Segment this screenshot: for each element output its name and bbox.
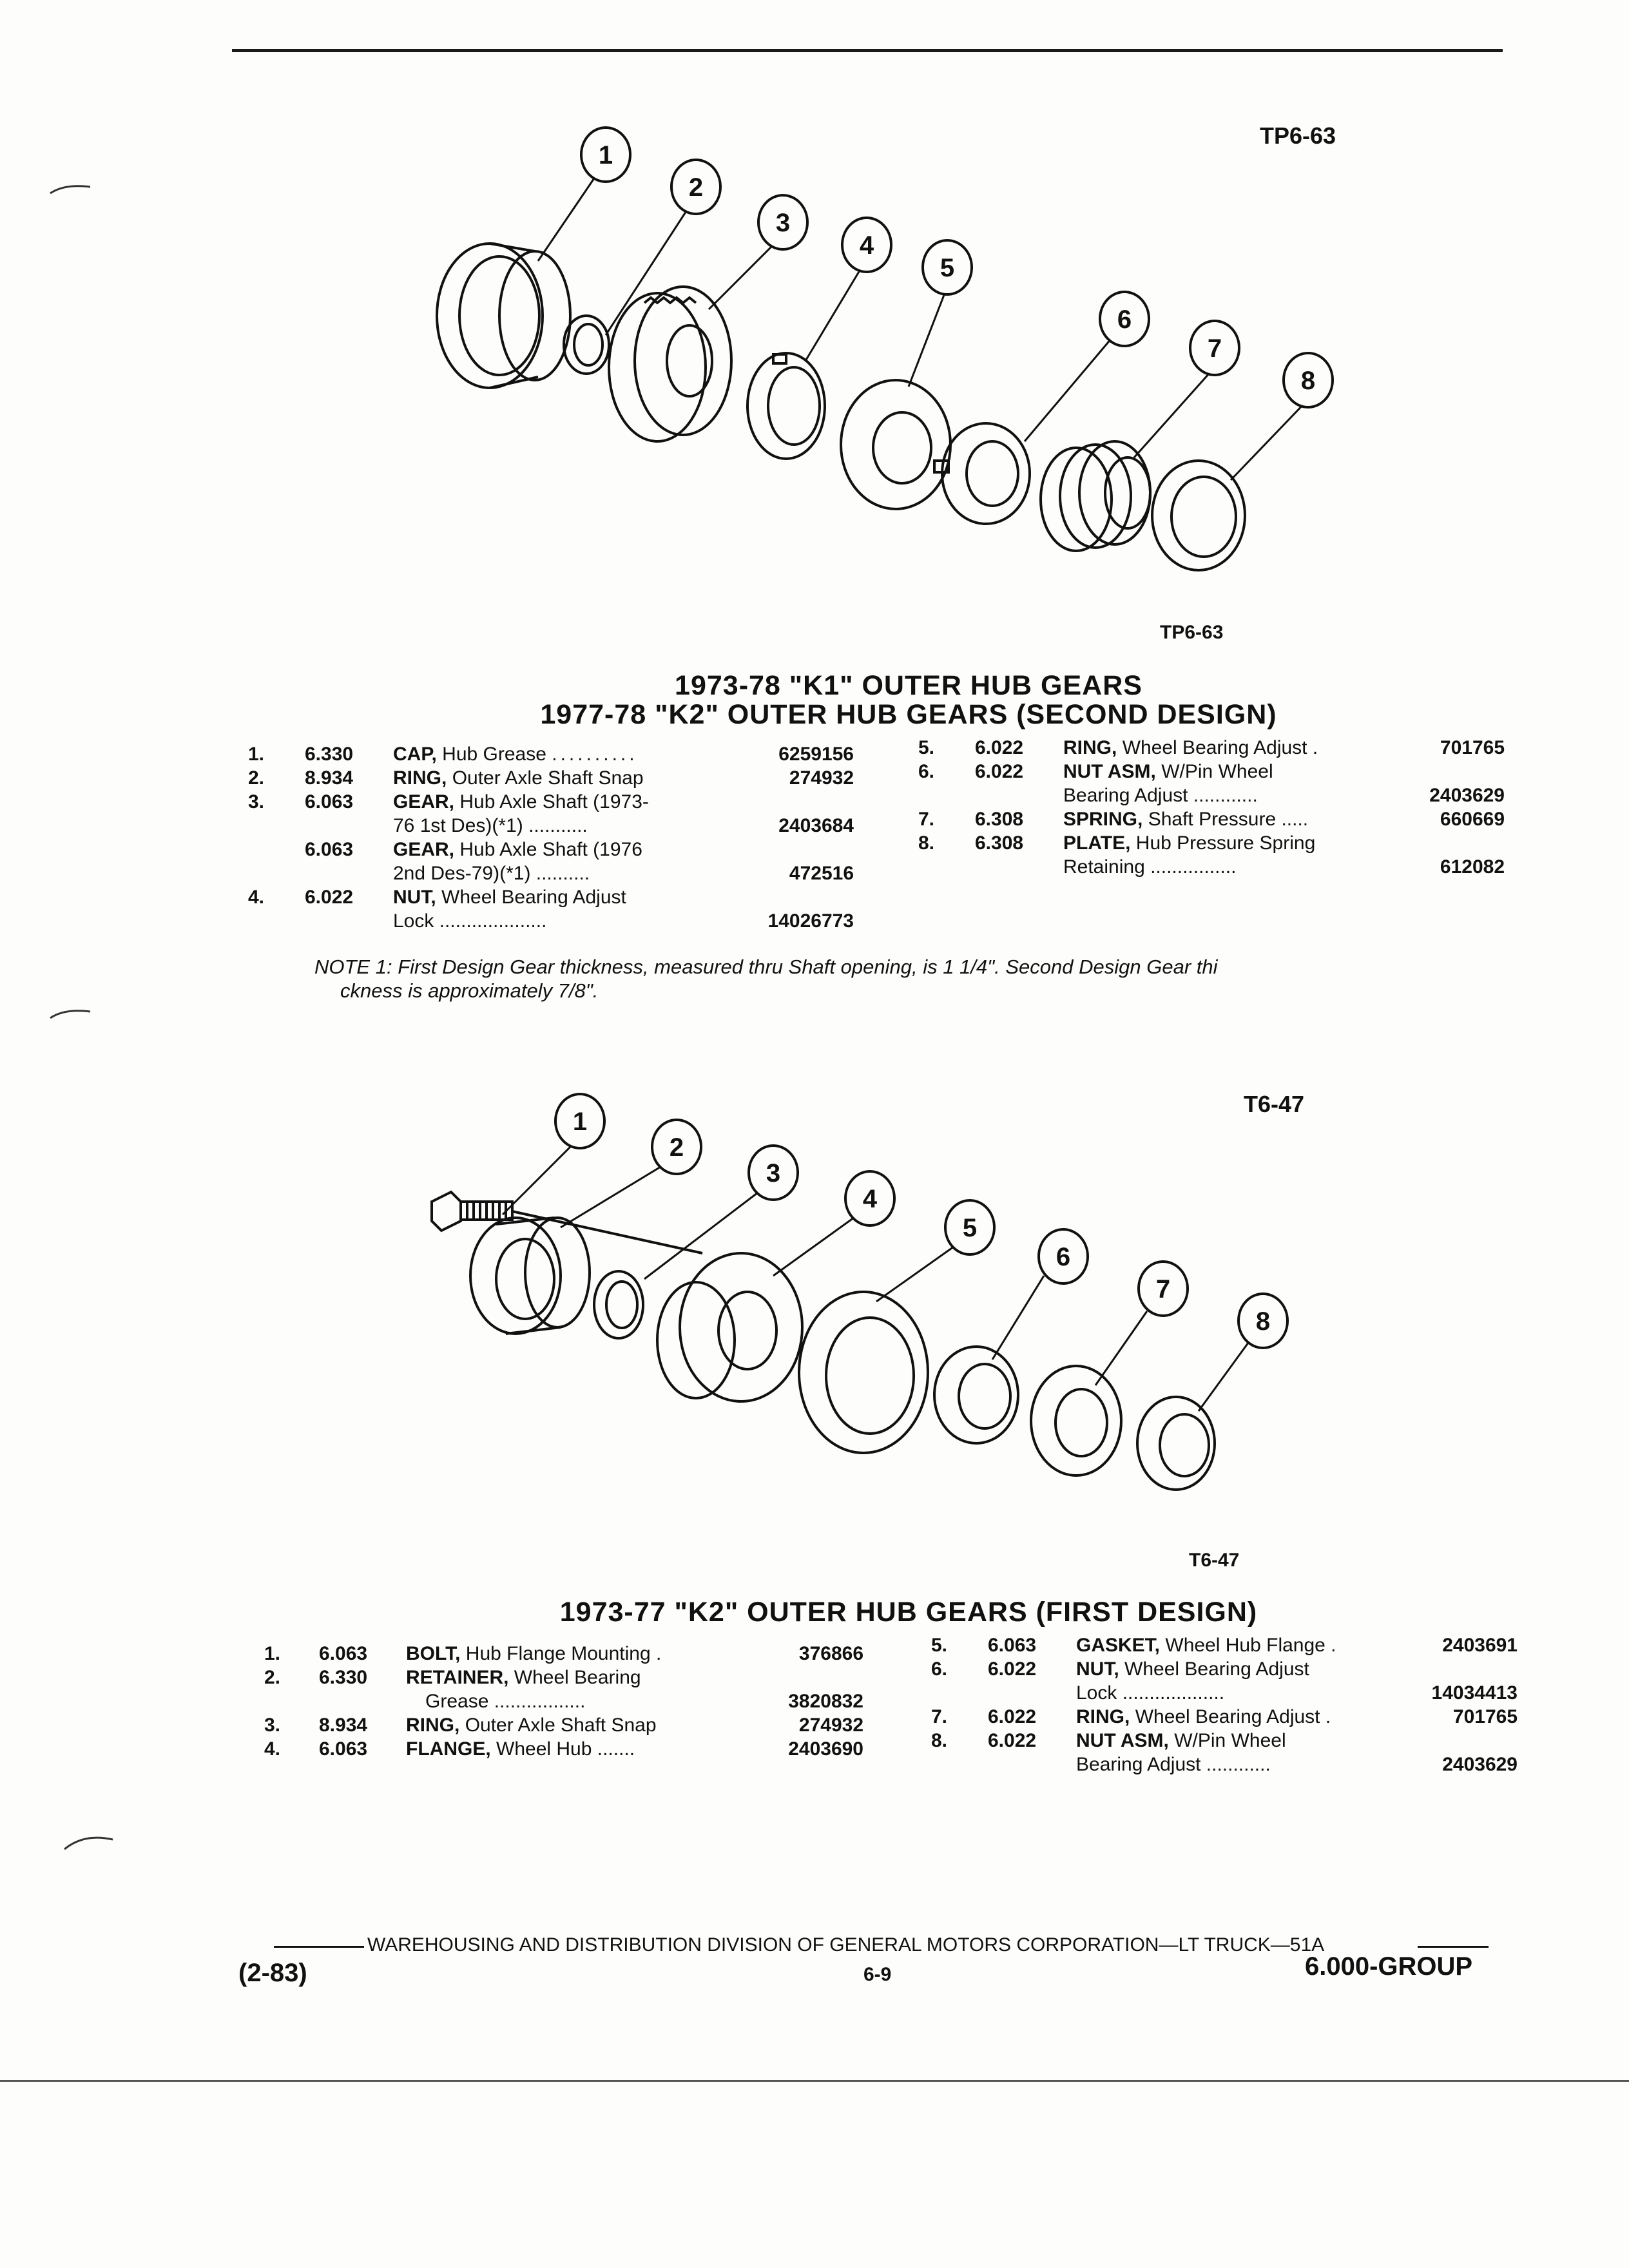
part-6-nut <box>934 1347 1018 1443</box>
callout-top-2: 2 <box>688 173 704 202</box>
footer-rule-right <box>1418 1946 1489 1948</box>
callout-top-5: 5 <box>940 254 955 282</box>
figure-caption-top: TP6-63 <box>1160 622 1224 643</box>
callout-bottom-8: 8 <box>1255 1307 1271 1336</box>
bottom-rule <box>0 2080 1629 2082</box>
figure-caption-bottom: T6-47 <box>1189 1550 1240 1571</box>
callout-bottom-2: 2 <box>669 1133 684 1162</box>
note-line-1: NOTE 1: First Design Gear thickness, measured thru Shaft opening, is 1 1/4". Second Design Gear thi <box>314 956 1218 978</box>
footer-line: WAREHOUSING AND DISTRIBUTION DIVISION OF GENERAL MOTORS CORPORATION—LT TRUCK—51A <box>367 1934 1325 1956</box>
heading-top-1: 1973-78 "K1" OUTER HUB GEARS <box>675 670 1142 701</box>
callout-top-1: 1 <box>598 141 613 169</box>
parts-list-bottom-right: 5. 6.063 GASKET, Wheel Hub Flange . 2403691 6. 6.022 NUT, Wheel Bearing Adjust Lock ................... 14034413 7. 6.022 RING, Wheel Bearing Adjust . 701765 8. 6.022 NUT ASM, W/Pin Wheel Bearing Adjust ............ 2403629 <box>931 1635 1518 1775</box>
callout-bottom-5: 5 <box>962 1214 978 1242</box>
parts-list-bottom-left: 1. 6.063 BOLT, Hub Flange Mounting . 376866 2. 6.330 RETAINER, Wheel Bearing Grease ................. 3820832 3. 8.934 RING, Outer Axle Shaft Snap 274932 4. 6.063 FLANGE, Wheel Hub ....... 2403690 <box>264 1643 863 1760</box>
exploded-diagram-bottom <box>425 1082 1366 1501</box>
callout-bottom-6: 6 <box>1055 1243 1071 1271</box>
part-1-cap <box>437 244 543 388</box>
footer-rule-left <box>274 1946 364 1948</box>
part-3-gear <box>609 293 706 441</box>
figure-id-bottom: T6-47 <box>1244 1091 1305 1117</box>
heading-top-2: 1977-78 "K2" OUTER HUB GEARS (SECOND DESIGN) <box>540 699 1277 730</box>
footer-group: 6.000-GROUP <box>1305 1952 1473 1981</box>
footer-date: (2-83) <box>238 1959 307 1987</box>
parts-list-top-right: 5. 6.022 RING, Wheel Bearing Adjust . 701765 6. 6.022 NUT ASM, W/Pin Wheel Bearing Adjust ............ 2403629 7. 6.308 SPRING, Shaft Pressure ..... 660669 8. 6.308 PLATE, Hub Pressure Spring Retaining ................ 612082 <box>918 737 1505 878</box>
callout-top-3: 3 <box>775 209 791 237</box>
note-line-2: ckness is approximately 7/8". <box>340 979 599 1002</box>
parts-list-top-left: 1. 6.330 CAP, Hub Grease .......... 6259156 2. 8.934 RING, Outer Axle Shaft Snap 274932 3. 6.063 GEAR, Hub Axle Shaft (1973- 76 1st Des)(*1) ........... 2403684 6.063 GEAR, Hub Axle Shaft (1976 2nd Des-79)(*1) .......... 472516 4. 6.022 NUT, Wheel Bearing Adjust Lock .................... 14026773 <box>248 744 854 932</box>
callout-top-4: 4 <box>859 231 874 260</box>
page-number: 6-9 <box>863 1964 892 1985</box>
callout-top-6: 6 <box>1117 305 1132 334</box>
callout-top-7: 7 <box>1207 334 1222 363</box>
heading-bottom: 1973-77 "K2" OUTER HUB GEARS (FIRST DESIGN) <box>559 1597 1258 1628</box>
exploded-diagram-top <box>412 122 1379 586</box>
part-5-gasket <box>799 1292 928 1453</box>
figure-id-top: TP6-63 <box>1260 122 1336 149</box>
part-4-flange <box>657 1282 735 1398</box>
part-6-nut-asm <box>942 423 1030 524</box>
part-7-spring <box>1041 448 1112 551</box>
callout-bottom-7: 7 <box>1155 1275 1171 1303</box>
callout-top-8: 8 <box>1300 367 1316 395</box>
note <box>314 955 1474 1003</box>
callout-bottom-4: 4 <box>862 1185 878 1213</box>
callout-bottom-1: 1 <box>572 1108 588 1136</box>
callout-bottom-3: 3 <box>766 1159 781 1187</box>
part-5-ring <box>841 380 950 509</box>
